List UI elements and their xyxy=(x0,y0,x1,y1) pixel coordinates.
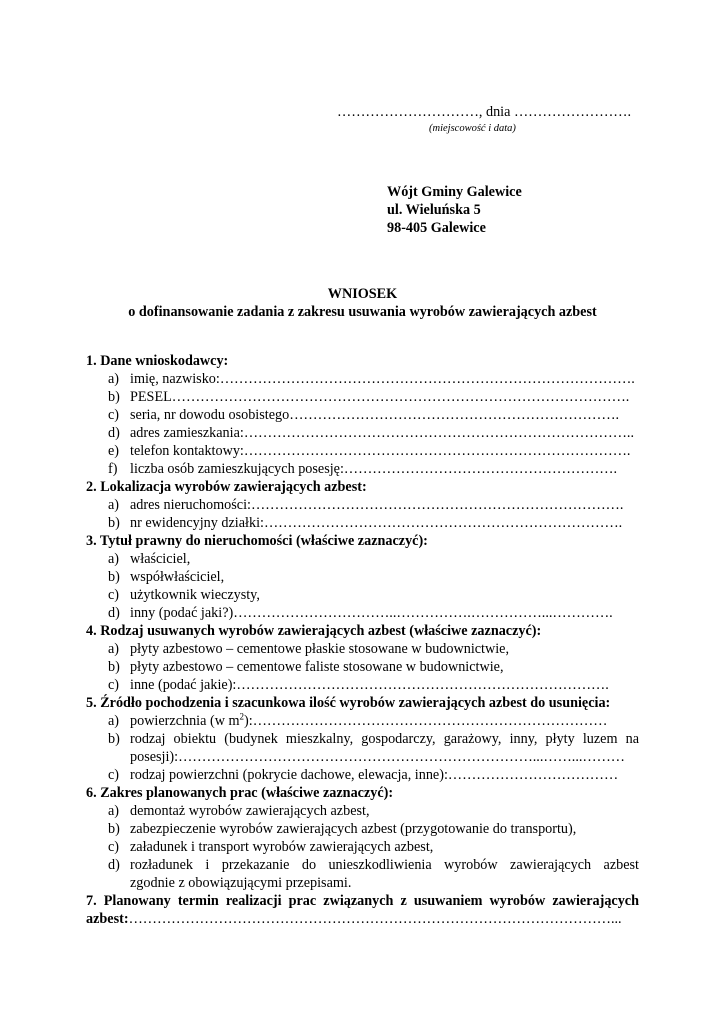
field-area-dots: ):………………………………………………………………… xyxy=(244,713,608,729)
section-4-heading: 4. Rodzaj usuwanych wyrobów zawierających azbest (właściwe zaznaczyć): xyxy=(86,623,542,639)
field-id-card[interactable]: seria, nr dowodu osobistego……………………………………………………………. xyxy=(130,407,620,423)
field-property-address[interactable]: adres nieruchomości:……………………………………………………………………. xyxy=(130,497,624,513)
option-perpetual-user[interactable]: użytkownik wieczysty, xyxy=(130,587,260,603)
place-date-line: …………………………, dnia ……………………. xyxy=(337,104,631,120)
option-other-title[interactable]: inny (podać jaki?)……………………………..…………….……………...…………. xyxy=(130,605,613,621)
list-marker: d) xyxy=(108,425,120,441)
field-address[interactable]: adres zamieszkania:……………………………………………………………………….. xyxy=(130,425,634,441)
section-7-heading-end: azbest: xyxy=(86,911,129,927)
option-securing[interactable]: zabezpieczenie wyrobów zawierających azbest (przygotowanie do transportu), xyxy=(130,821,577,837)
recipient-line-3: 98-405 Galewice xyxy=(387,220,486,236)
section-2-heading: 2. Lokalizacja wyrobów zawierających azbest: xyxy=(86,479,367,495)
option-unloading-disposal[interactable]: rozładunek i przekazanie do unieszkodliwienia wyrobów zawierających azbest xyxy=(130,857,639,873)
list-marker: b) xyxy=(108,515,120,531)
field-planned-date-dots: …………………………………………………………………………………………... xyxy=(128,911,622,927)
list-marker: d) xyxy=(108,857,120,873)
section-5-heading: 5. Źródło pochodzenia i szacunkowa ilość wyrobów zawierających azbest do usunięcia: xyxy=(86,695,611,711)
list-marker: f) xyxy=(108,461,118,477)
field-phone[interactable]: telefon kontaktowy:………………………………………………………………………. xyxy=(130,443,631,459)
field-plot-number[interactable]: nr ewidencyjny działki:…………………………………………………………………. xyxy=(130,515,623,531)
list-marker: a) xyxy=(108,713,120,729)
list-marker: a) xyxy=(108,551,120,567)
section-1-heading: 1. Dane wnioskodawcy: xyxy=(86,353,229,369)
list-marker: b) xyxy=(108,821,120,837)
list-marker: b) xyxy=(108,389,120,405)
list-marker: c) xyxy=(108,407,120,423)
option-loading-transport[interactable]: załadunek i transport wyrobów zawierających azbest, xyxy=(130,839,434,855)
list-marker: b) xyxy=(108,659,120,675)
list-marker: c) xyxy=(108,839,120,855)
list-marker: c) xyxy=(108,677,120,693)
field-surface-type[interactable]: rodzaj powierzchni (pokrycie dachowe, elewacja, inne):……………………………… xyxy=(130,767,619,783)
option-flat-plates[interactable]: płyty azbestowo – cementowe płaskie stosowane w budownictwie, xyxy=(130,641,510,657)
field-pesel[interactable]: PESEL……………………………………………………………………………………. xyxy=(130,389,630,405)
document-subtitle: o dofinansowanie zadania z zakresu usuwania wyrobów zawierających azbest xyxy=(128,304,597,320)
field-object-type[interactable]: rodzaj obiektu (budynek mieszkalny, gospodarczy, garażowy, inny, płyty luzem na xyxy=(130,731,639,747)
recipient-line-1: Wójt Gminy Galewice xyxy=(387,184,522,200)
field-area-label: powierzchnia (w m xyxy=(130,713,240,729)
list-marker: b) xyxy=(108,569,120,585)
list-marker: c) xyxy=(108,767,120,783)
list-marker: a) xyxy=(108,641,120,657)
list-marker: b) xyxy=(108,731,120,747)
list-marker: c) xyxy=(108,587,120,603)
list-marker: a) xyxy=(108,803,120,819)
section-6-heading: 6. Zakres planowanych prac (właściwe zaznaczyć): xyxy=(86,785,394,801)
option-corrugated-plates[interactable]: płyty azbestowo – cementowe faliste stosowane w budownictwie, xyxy=(130,659,504,675)
option-dismantling[interactable]: demontaż wyrobów zawierających azbest, xyxy=(130,803,370,819)
field-object-type-continued[interactable]: posesji):…………………………………………………………………...……...……… xyxy=(130,749,625,765)
document-title: WNIOSEK xyxy=(327,286,398,302)
option-co-owner[interactable]: współwłaściciel, xyxy=(130,569,225,585)
field-planned-date[interactable] xyxy=(86,911,622,928)
list-marker: a) xyxy=(108,371,120,387)
recipient-line-2: ul. Wieluńska 5 xyxy=(387,202,481,218)
superscript-2: 2 xyxy=(239,711,245,722)
list-marker: d) xyxy=(108,605,120,621)
section-3-heading: 3. Tytuł prawny do nieruchomości (właściwe zaznaczyć): xyxy=(86,533,428,549)
list-marker: a) xyxy=(108,497,120,513)
place-date-caption: (miejscowość i data) xyxy=(429,123,516,134)
section-7-heading: 7. Planowany termin realizacji prac związanych z usuwaniem wyrobów zawierających xyxy=(86,893,639,909)
field-area[interactable] xyxy=(130,713,607,730)
field-name[interactable]: imię, nazwisko:……………………………………………………………………………. xyxy=(130,371,635,387)
option-owner[interactable]: właściciel, xyxy=(130,551,191,567)
option-other-products[interactable]: inne (podać jakie):……………………………………………………………………. xyxy=(130,677,609,693)
option-unloading-disposal-continued: zgodnie z obowiązującymi przepisami. xyxy=(130,875,352,891)
field-residents-count[interactable]: liczba osób zamieszkujących posesję:…………………………………………………. xyxy=(130,461,618,477)
list-marker: e) xyxy=(108,443,120,459)
